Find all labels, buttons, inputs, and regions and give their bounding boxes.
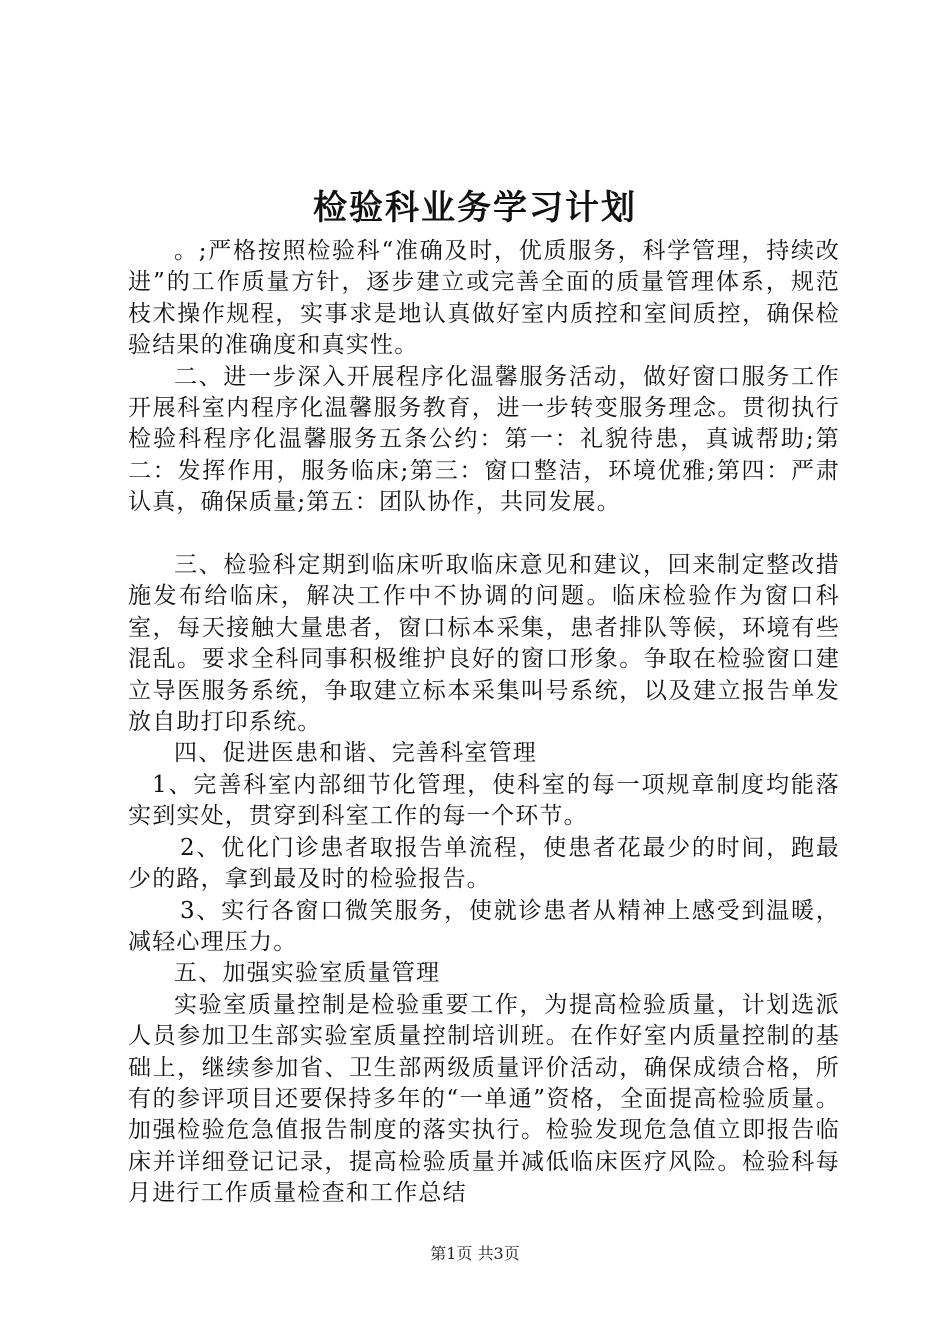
blank-line bbox=[128, 519, 840, 550]
paragraph-section-five: 实验室质量控制是检验重要工作，为提高检验质量，计划选派人员参加卫生部实验室质量控制培训班。在作好室内质量控制的基础上，继续参加省、卫生部两级质量评价活动，确保成绩合格，所有的参评项目还要保持多年的“一单通”资格，全面提高检验质量。加强检验危急值报告制度的落实执行。检验发现危急值立即报告临床并详细登记记录，提高检验质量并减低临床医疗风险。检验科每月进行工作质量检查和工作总结 bbox=[128, 991, 840, 1207]
paragraph-section-two: 二、进一步深入开展程序化温馨服务活动，做好窗口服务工作开展科室内程序化温馨服务教育，进一步转变服务理念。贯彻执行检验科程序化温馨服务五条公约：第一：礼貌待患，真诚帮助;第二：发挥作用，服务临床;第三：窗口整洁，环境优雅;第四：严肃认真，确保质量;第五：团队协作，共同发展。 bbox=[128, 363, 840, 516]
document-title: 检验科业务学习计划 bbox=[313, 188, 637, 228]
list-item-2: 2、优化门诊患者取报告单流程，使患者花最少的时间，跑最少的路，拿到最及时的检验报告。 bbox=[128, 834, 840, 893]
page-footer: 第1页 共3页 bbox=[430, 1244, 520, 1263]
heading-section-four: 四、促进医患和谐、完善科室管理 bbox=[174, 740, 537, 767]
list-item-1: 1、完善科室内部细节化管理，使科室的每一项规章制度均能落实到实处，贯穿到科室工作的每一个环节。 bbox=[128, 771, 840, 830]
document-body bbox=[128, 236, 840, 1210]
paragraph-section-three: 三、检验科定期到临床听取临床意见和建议，回来制定整改措施发布给临床，解决工作中不协调的问题。临床检验作为窗口科室，每天接触大量患者，窗口标本采集，患者排队等候，环境有些混乱。要求全科同事积极维护良好的窗口形象。争取在检验窗口建立导医服务系统，争取建立标本采集叫号系统，以及建立报告单发放自助打印系统。 bbox=[128, 552, 840, 736]
list-item-3: 3、实行各窗口微笑服务，使就诊患者从精神上感受到温暖，减轻心理压力。 bbox=[128, 897, 840, 955]
paragraph-quality-policy: 。;严格按照检验科“准确及时，优质服务，科学管理，持续改进”的工作质量方针，逐步建立或完善全面的质量管理体系，规范枝术操作规程，实事求是地认真做好室内质控和室间质控，确保检验结果的准确度和真实性。 bbox=[128, 238, 840, 359]
heading-section-five: 五、加强实验室质量管理 bbox=[174, 960, 441, 987]
